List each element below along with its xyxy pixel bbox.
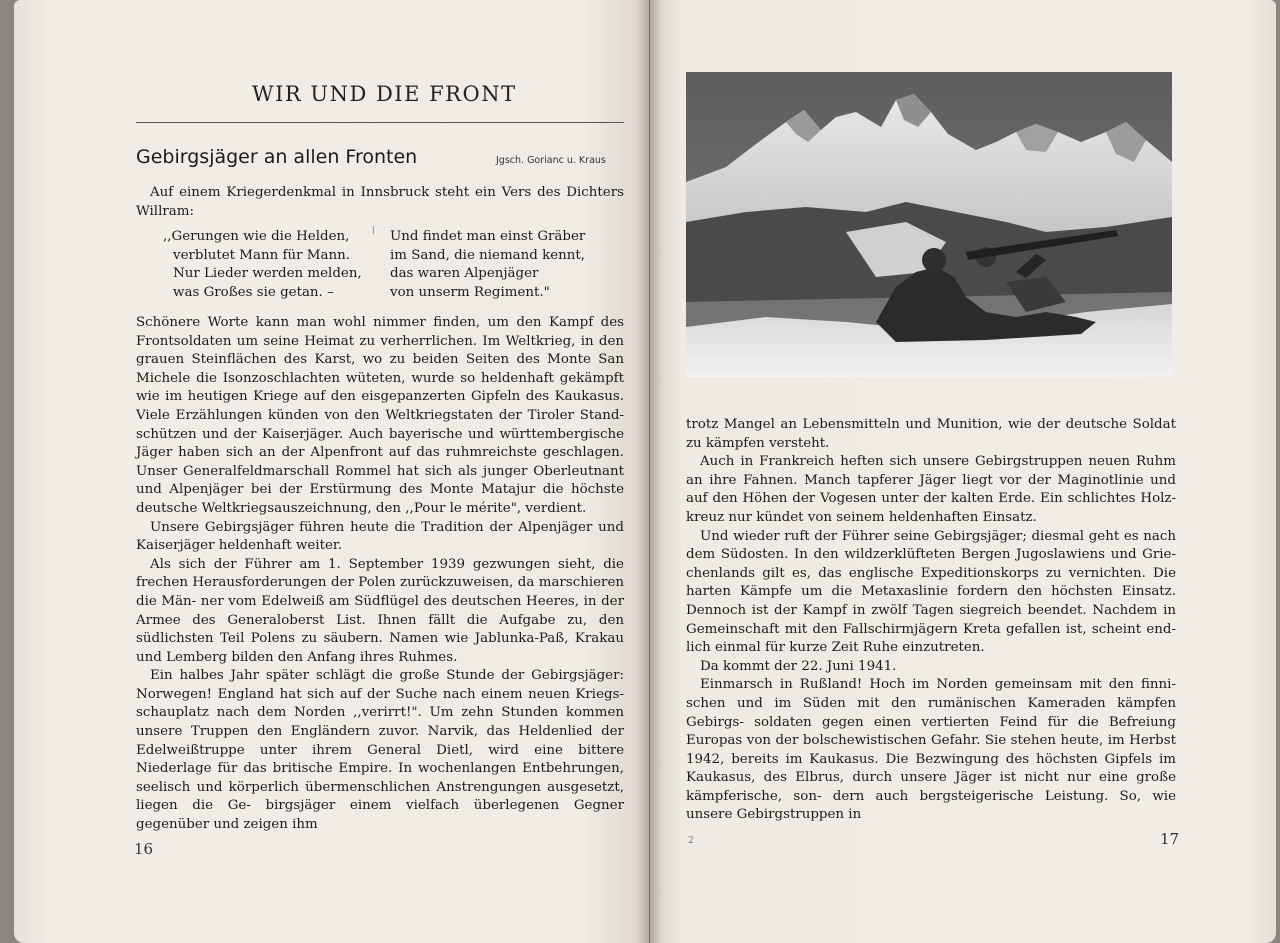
verse-line: ,,Gerungen wie die Helden,	[163, 229, 350, 244]
intro-paragraph: Auf einem Kriegerdenkmal in Innsbruck steht ein Vers des Dichters Willram:	[136, 185, 624, 219]
verse-right-column	[390, 228, 585, 302]
verse-line: im Sand, die niemand kennt,	[390, 247, 586, 263]
body-paragraph: Als sich der Führer am 1. September 1939 gezwungen sieht, die frechen Herausforderungen der Polen zurückzuweisen, da marschieren die Män- ner vom Edelweiß am Südflügel des deutschen Heeres, in der Armee des Generaloberst List. Ihnen fällt die Aufgabe zu, den südlichsten Teil Polens zu säubern. Namen wie Jablunka-Paß, Krakau und Lemberg bilden den Anfang ihres Ruhmes.	[136, 556, 624, 665]
verse-line: Nur Lieder werden melden,	[173, 266, 362, 282]
stray-print-mark: 2	[688, 836, 694, 846]
page-number-left: 16	[134, 840, 154, 858]
title-rule	[136, 122, 624, 123]
page-number-right: 17	[1160, 830, 1180, 848]
body-paragraph: Einmarsch in Rußland! Hoch im Norden gemeinsam mit den finni- schen und im Süden mit den rumänischen Kameraden kämpfen Gebirgs- soldaten gegen einen vertierten Feind für die Befreiung Europas von der bolschewistischen Gefahr. Sie stehen heute, im Herbst 1942, bereits im Kaukasus. Die Bezwingung des höchsten Gipfels im Kaukasus, des Elbrus, durch unsere Jäger ist nicht nur eine große kämpferische, son- dern auch bergsteigerische Leistung. So, wie unsere Gebirgstruppen in	[686, 677, 1176, 823]
article-byline: Jgsch. Gorianc u. Kraus	[496, 155, 606, 166]
body-paragraph: Ein halbes Jahr später schlägt die große Stunde der Gebirgsjäger: Norwegen! England hat sich auf der Suche nach einem neuen Kriegs- schauplatz nach dem Norden ,,verirrt!". Um zehn Stunden kommen unsere Truppen den Engländern zuvor. Narvik, das Heldenlied der Edelweißtruppe unter ihrem General Dietl, wird eine bittere Niederlage für das britische Empire. In wochenlangen Entbehrungen, seelisch und körperlich übermenschlichen Anstrengungen ausgesetzt, liegen die Ge- birgsjäger einem vielfach überlegenen Gegner gegenüber und zeigen ihm	[136, 668, 624, 833]
left-body-text	[136, 314, 624, 835]
verse-line: was Großes sie getan. –	[173, 284, 334, 300]
body-paragraph: Da kommt der 22. Juni 1941.	[700, 658, 897, 674]
book-gutter	[636, 0, 662, 943]
verse-left-column	[163, 228, 362, 302]
right-body-text	[686, 416, 1176, 825]
mountain-soldier-photo	[686, 72, 1172, 377]
verse-divider-mark	[373, 226, 374, 234]
body-paragraph: Auch in Frankreich heften sich unsere Gebirgstruppen neuen Ruhm an ihre Fahnen. Manch tapferer Jäger liegt vor der Maginotlinie und auf den Höhen der Vogesen unter der kalten Erde. Ein schlichtes Holz- kreuz nur kündet von seinem heldenhaften Einsatz.	[686, 454, 1176, 525]
article-heading: Gebirgsjäger an allen Fronten	[136, 146, 418, 168]
intro-text	[136, 184, 624, 221]
section-title: WIR UND DIE FRONT	[252, 82, 517, 106]
verse-line: Und findet man einst Gräber	[390, 229, 586, 244]
photo-illustration	[686, 72, 1172, 377]
body-paragraph: Und wieder ruft der Führer seine Gebirgsjäger; diesmal geht es nach dem Südosten. In den wildzerklüfteten Bergen Jugoslawiens und Grie- chenlands gilt es, das englische Expeditionskorps zu vernichten. Die harten Kämpfe um die Metaxaslinie fordern den höchsten Einsatz. Dennoch ist der Kampf in zwölf Tagen siegreich beendet. Nachdem in Gemeinschaft mit den Fallschirmjägern Kreta gefallen ist, scheint end- lich einmal für kurze Zeit Ruhe einzutreten.	[686, 528, 1176, 656]
verse-line: das waren Alpenjäger	[390, 266, 539, 282]
verse-line: verblutet Mann für Mann.	[173, 247, 350, 263]
verse-line: von unserm Regiment."	[390, 284, 550, 300]
body-paragraph: trotz Mangel an Lebensmitteln und Munition, wie der deutsche Soldat zu kämpfen versteht.	[686, 417, 1176, 451]
body-paragraph: Unsere Gebirgsjäger führen heute die Tradition der Alpenjäger und Kaiserjäger heldenhaft weiter.	[136, 519, 624, 554]
body-paragraph: Schönere Worte kann man wohl nimmer finden, um den Kampf des Frontsoldaten um seine Heimat zu verherrlichen. Im Weltkrieg, in den grauen Steinflächen des Karst, wo zu beiden Seiten des Monte San Michele die Isonzoschlachten wüteten, wurde so heldenhaft gekämpft wie im heutigen Kriege auf den eisgepanzerten Gipfeln des Kaukasus. Viele Erzählungen künden von den Weltkriegstaten der Tiroler Stand- schützen und der Kaiserjäger. Auch bayerische und württembergische Jäger haben sich an der Alpenfront auf das ruhmreichste geschlagen. Unser Generalfeldmarschall Rommel hat sich als junger Oberleutnant und Alpenjäger bei der Erstürmung des Monte Matajur die höchste deutsche Weltkriegsauszeichnung, den ,,Pour le mérite", verdient.	[136, 315, 624, 516]
